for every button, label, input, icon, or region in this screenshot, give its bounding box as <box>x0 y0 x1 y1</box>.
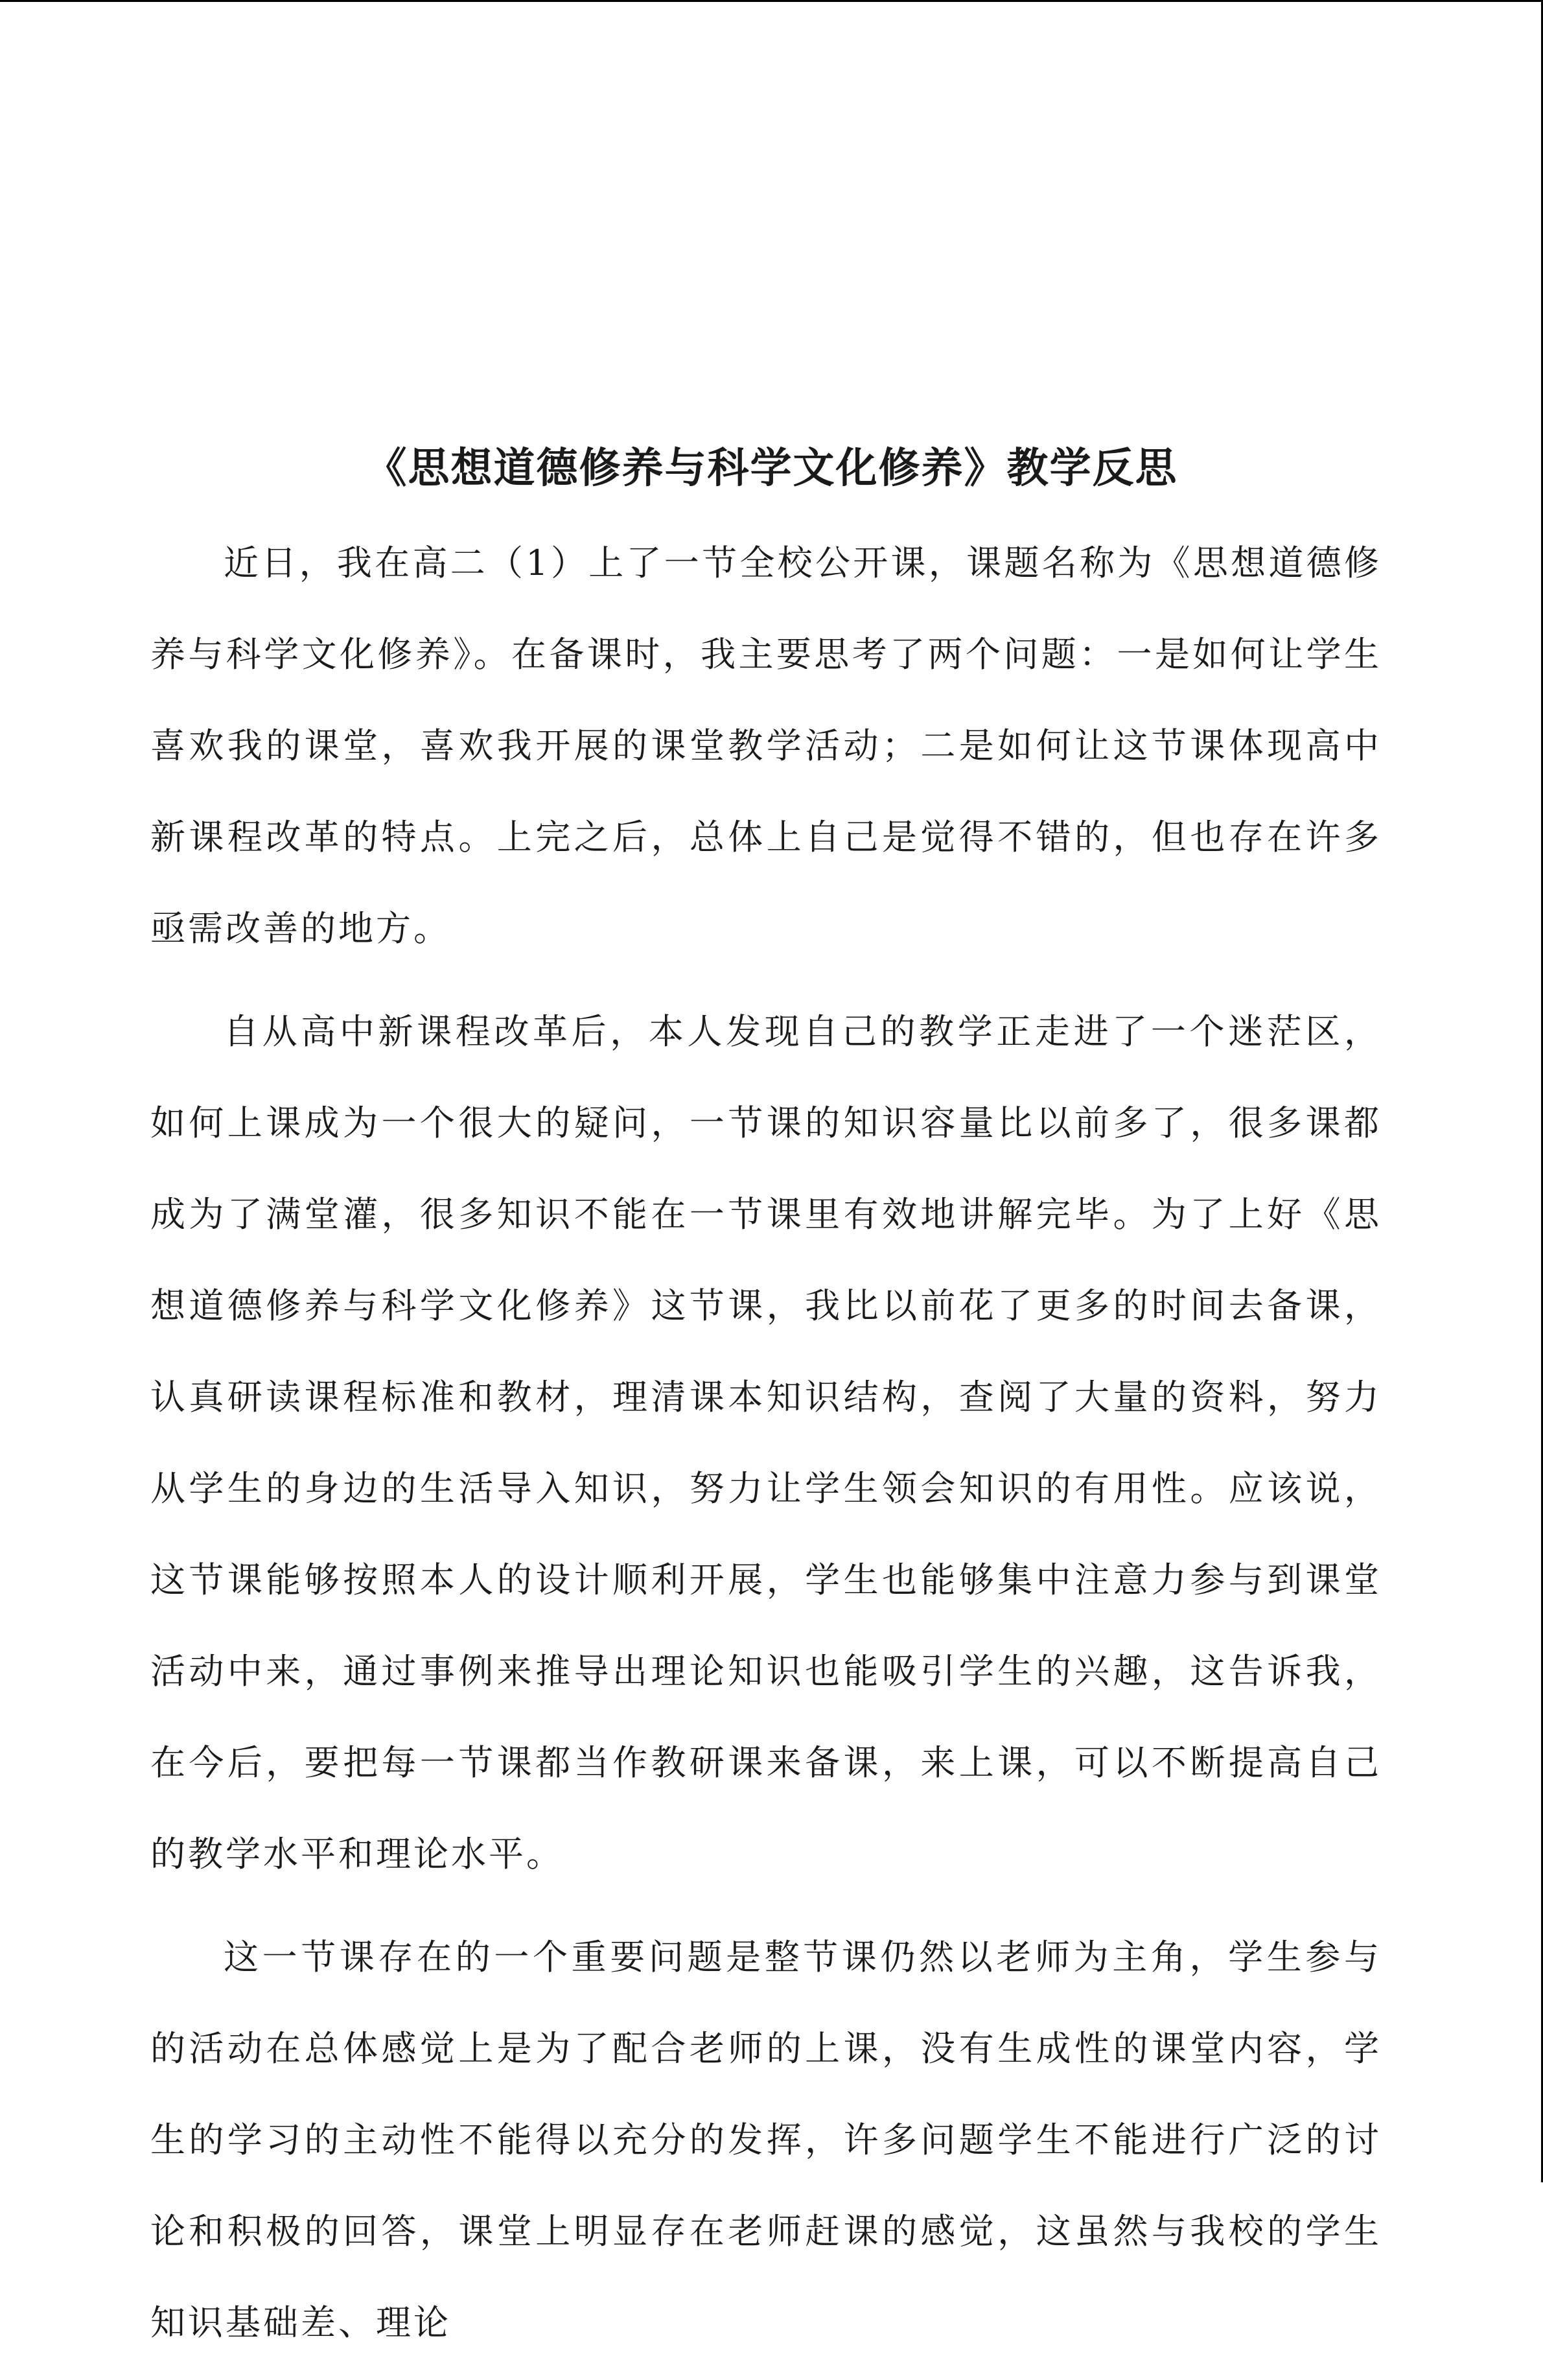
document-body <box>150 517 1382 2380</box>
paragraph-1: 近日，我在高二（1）上了一节全校公开课，课题名称为《思想道德修养与科学文化修养》。在备课时，我主要思考了两个问题：一是如何让学生喜欢我的课堂，喜欢我开展的课堂教学活动；二是如何让这节课体现高中新课程改革的特点。上完之后，总体上自己是觉得不错的，但也存在许多亟需改善的地方。 <box>150 542 1382 949</box>
paragraph-3: 这一节课存在的一个重要问题是整节课仍然以老师为主角，学生参与的活动在总体感觉上是为了配合老师的上课，没有生成性的课堂内容，学生的学习的主动性不能得以充分的发挥，许多问题学生不能进行广泛的讨论和积极的回答，课堂上明显存在老师赶课的感觉，这虽然与我校的学生知识基础差、理论 <box>150 1937 1382 2343</box>
paragraph-2: 自从高中新课程改革后，本人发现自己的教学正走进了一个迷茫区，如何上课成为一个很大的疑问，一节课的知识容量比以前多了，很多课都成为了满堂灌，很多知识不能在一节课里有效地讲解完毕。为了上好《思想道德修养与科学文化修养》这节课，我比以前花了更多的时间去备课，认真研读课程标准和教材，理清课本知识结构，查阅了大量的资料，努力从学生的身边的生活导入知识，努力让学生领会知识的有用性。应该说，这节课能够按照本人的设计顺利开展，学生也能够集中注意力参与到课堂活动中来，通过事例来推导出理论知识也能吸引学生的兴趣，这告诉我，在今后，要把每一节课都当作教研课来备课，来上课，可以不断提高自己的教学水平和理论水平。 <box>150 1011 1382 1874</box>
document-title: 《思想道德修养与科学文化修养》教学反思 <box>365 444 1178 493</box>
